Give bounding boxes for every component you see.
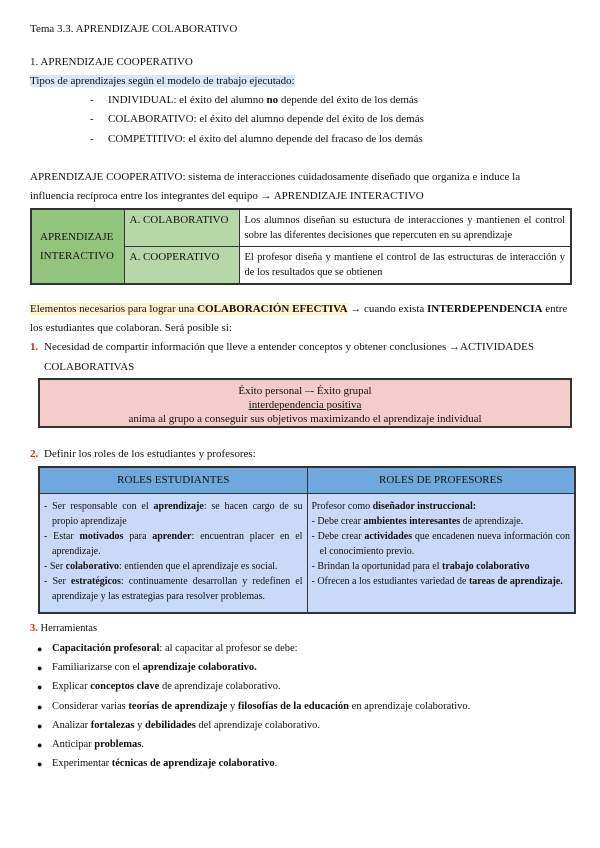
text-segment: entre bbox=[542, 303, 568, 315]
document-title: Tema 3.3. APRENDIZAJE COLABORATIVO bbox=[30, 23, 238, 35]
definition-line: APRENDIZAJE COOPERATIVO: sistema de interacciones cuidadosamente diseñado que organiza e induce la bbox=[30, 171, 521, 183]
header-students: ROLES ESTUDIANTES bbox=[39, 467, 307, 493]
tool-item bbox=[52, 662, 257, 673]
text-segment: Profesor como bbox=[311, 500, 373, 512]
bold-text: aprendizaje colaborativo. bbox=[142, 662, 257, 674]
text-segment: - Ser bbox=[44, 560, 66, 572]
tool-item bbox=[52, 681, 281, 692]
bold-text: INTERDEPENDENCIA bbox=[426, 303, 543, 315]
type-item bbox=[108, 133, 423, 145]
type-item bbox=[108, 94, 418, 106]
text-segment: - Estar bbox=[44, 530, 80, 542]
item-number: 1. bbox=[30, 341, 39, 353]
text-segment: INDIVIDUAL: el éxito del alumno bbox=[108, 94, 267, 106]
item-text: Definir los roles de los estudiantes y profesores: bbox=[44, 448, 256, 460]
text-segment: . bbox=[274, 758, 278, 770]
tools-heading-text: Herramientas bbox=[40, 623, 98, 634]
desc-cell: Los alumnos diseñan su estuctura de interacciones y mantienen el control sobre las diferentes decisiones que repercuten en su aprendizaje bbox=[239, 209, 571, 247]
text-segment: Familiarizarse con el bbox=[52, 662, 143, 674]
table-row bbox=[31, 209, 571, 247]
table-row bbox=[39, 493, 575, 613]
type-cell: A. COOPERATIVO bbox=[124, 247, 239, 285]
roles-table bbox=[38, 466, 576, 614]
bullet-icon: ● bbox=[37, 740, 43, 750]
bold-text: filosofías de la educación bbox=[237, 700, 350, 712]
desc-cell: El profesor diseña y mantiene el control de las estructuras de interacción y de los resultados que se obtienen bbox=[239, 247, 571, 285]
bullet-icon: ● bbox=[37, 663, 43, 674]
text-segment: : continuamente desarrollan y redefinen el aprendizaje y las estrategias para resolver problemas. bbox=[52, 575, 303, 602]
text-segment: de aprendizaje. bbox=[460, 515, 524, 527]
text-segment: COLABORATIVO: el éxito del alumno depende del éxito de los demás bbox=[108, 113, 424, 125]
text-segment: Elementos necesarios para lograr una bbox=[30, 303, 198, 315]
group-cell: APRENDIZAJE INTERACTIVO bbox=[31, 209, 124, 284]
bold-text: diseñador instruccional: bbox=[372, 500, 477, 512]
bold-text: aprender bbox=[152, 530, 192, 542]
text-segment: Anticipar bbox=[52, 739, 95, 750]
text-segment: para bbox=[123, 530, 153, 542]
interdependence-box bbox=[38, 378, 572, 428]
student-role bbox=[44, 574, 303, 604]
text-segment: y bbox=[134, 719, 146, 731]
text-segment: - Debe crear bbox=[311, 515, 364, 527]
dash-icon: - bbox=[90, 113, 94, 125]
text-segment: que encadenen nueva información con el conocimiento previo. bbox=[319, 530, 570, 557]
teacher-role bbox=[312, 574, 571, 589]
bold-text: técnicas de aprendizaje colaborativo bbox=[111, 758, 275, 770]
student-role bbox=[44, 499, 303, 529]
bold-text: problemas bbox=[94, 739, 142, 750]
text-segment: : al capacitar al profesor se debe: bbox=[159, 643, 298, 654]
bold-text: fortalezas bbox=[90, 719, 135, 731]
box-line: anima al grupo a conseguir sus objetivos maximizando el aprendizaje individual bbox=[128, 413, 482, 425]
bold-text: ambientes interesantes bbox=[363, 515, 461, 527]
student-role bbox=[44, 559, 303, 574]
bold-text: actividades bbox=[364, 530, 413, 542]
tool-item bbox=[52, 758, 277, 769]
tool-item bbox=[52, 739, 144, 750]
text-segment: - Ser responsable con el bbox=[44, 500, 154, 512]
bold-text: debilidades bbox=[145, 719, 196, 731]
text-segment: : encuentran placer en el aprendizaje. bbox=[52, 530, 303, 557]
students-cell bbox=[39, 493, 307, 613]
text-segment: - Brindan la oportunidad para el bbox=[311, 560, 443, 572]
text-segment: - Debe crear bbox=[311, 530, 365, 542]
text-segment: Analizar bbox=[52, 719, 91, 731]
text-segment: depende del éxito de los demás bbox=[278, 94, 419, 106]
type-cell: A. COLABORATIVO bbox=[124, 209, 239, 247]
elements-line bbox=[30, 303, 567, 315]
bold-text: conceptos clave bbox=[90, 681, 160, 693]
text-segment: Considerar varias bbox=[52, 700, 129, 712]
tool-item bbox=[52, 701, 470, 712]
text-segment: : entienden que el aprendizaje es social. bbox=[119, 560, 278, 572]
bullet-icon: ● bbox=[37, 701, 43, 712]
bullet-icon: ● bbox=[37, 682, 43, 693]
bullet-icon: ● bbox=[37, 720, 43, 731]
bold-text: Capacitación profesoral bbox=[52, 643, 160, 654]
bold-text: teorías de aprendizaje bbox=[128, 700, 228, 712]
teacher-intro bbox=[312, 499, 571, 514]
teacher-role bbox=[312, 529, 571, 559]
types-intro: Tipos de aprendizajes según el modelo de trabajo ejecutado: bbox=[30, 75, 295, 87]
text-segment: y bbox=[227, 700, 238, 712]
definition-line: influencia recíproca entre los integrantes del equipo → APRENDIZAJE INTERACTIVO bbox=[30, 190, 424, 202]
student-role bbox=[44, 529, 303, 559]
tool-item bbox=[52, 643, 298, 654]
elements-line: los estudiantes que colaboran. Será posible si: bbox=[30, 322, 232, 334]
box-line: Éxito personal –- Éxito grupal bbox=[238, 385, 372, 397]
item-number: 2. bbox=[30, 448, 39, 460]
text-segment: Explicar bbox=[52, 681, 91, 693]
text-segment: - Ofrecen a los estudiantes variedad de bbox=[311, 575, 469, 587]
bold-text: no bbox=[266, 94, 279, 106]
tools-heading bbox=[30, 623, 97, 634]
tool-item bbox=[52, 720, 320, 731]
item-number: 3. bbox=[30, 623, 38, 634]
item-text: Necesidad de compartir información que lleve a entender conceptos y obtener conclusiones →ACTIVIDADES bbox=[44, 341, 534, 353]
text-segment: del aprendizaje colaborativo. bbox=[195, 719, 320, 731]
dash-icon: - bbox=[90, 94, 94, 106]
header-teachers: ROLES DE PROFESORES bbox=[307, 467, 575, 493]
table-header-row bbox=[39, 467, 575, 493]
section-heading: 1. APRENDIZAJE COOPERATIVO bbox=[30, 56, 193, 68]
item-text: COLABORATIVAS bbox=[44, 361, 135, 373]
bold-text: tareas de aprendizaje. bbox=[468, 575, 563, 587]
dash-icon: - bbox=[90, 133, 94, 145]
teachers-cell bbox=[307, 493, 575, 613]
text-segment: en aprendizaje colaborativo. bbox=[349, 700, 471, 712]
teacher-role bbox=[312, 514, 571, 529]
bold-text: estratégicos bbox=[70, 575, 121, 587]
text-segment: Experimentar bbox=[52, 758, 112, 770]
bold-text: COLABORACIÓN EFECTIVA bbox=[197, 303, 348, 315]
text-segment: → cuando exista bbox=[347, 303, 427, 315]
bold-text: motivados bbox=[79, 530, 124, 542]
text-segment: COMPETITIVO: el éxito del alumno depende del fracaso de los demás bbox=[108, 133, 423, 145]
bold-text: colaborativo bbox=[65, 560, 119, 572]
bold-text: aprendizaje bbox=[153, 500, 204, 512]
text-segment: - Ser bbox=[44, 575, 71, 587]
interactive-learning-table bbox=[30, 208, 572, 285]
text-segment: . bbox=[141, 739, 144, 750]
box-line-underlined: interdependencia positiva bbox=[248, 399, 362, 411]
bullet-icon: ● bbox=[37, 644, 43, 654]
text-segment: : se hacen cargo de su propio aprendizaje bbox=[52, 500, 303, 527]
teacher-role bbox=[312, 559, 571, 574]
bold-text: trabajo colaborativo bbox=[442, 560, 530, 572]
text-segment: de aprendizaje colaborativo. bbox=[159, 681, 281, 693]
bullet-icon: ● bbox=[37, 759, 43, 770]
type-item bbox=[108, 113, 424, 125]
